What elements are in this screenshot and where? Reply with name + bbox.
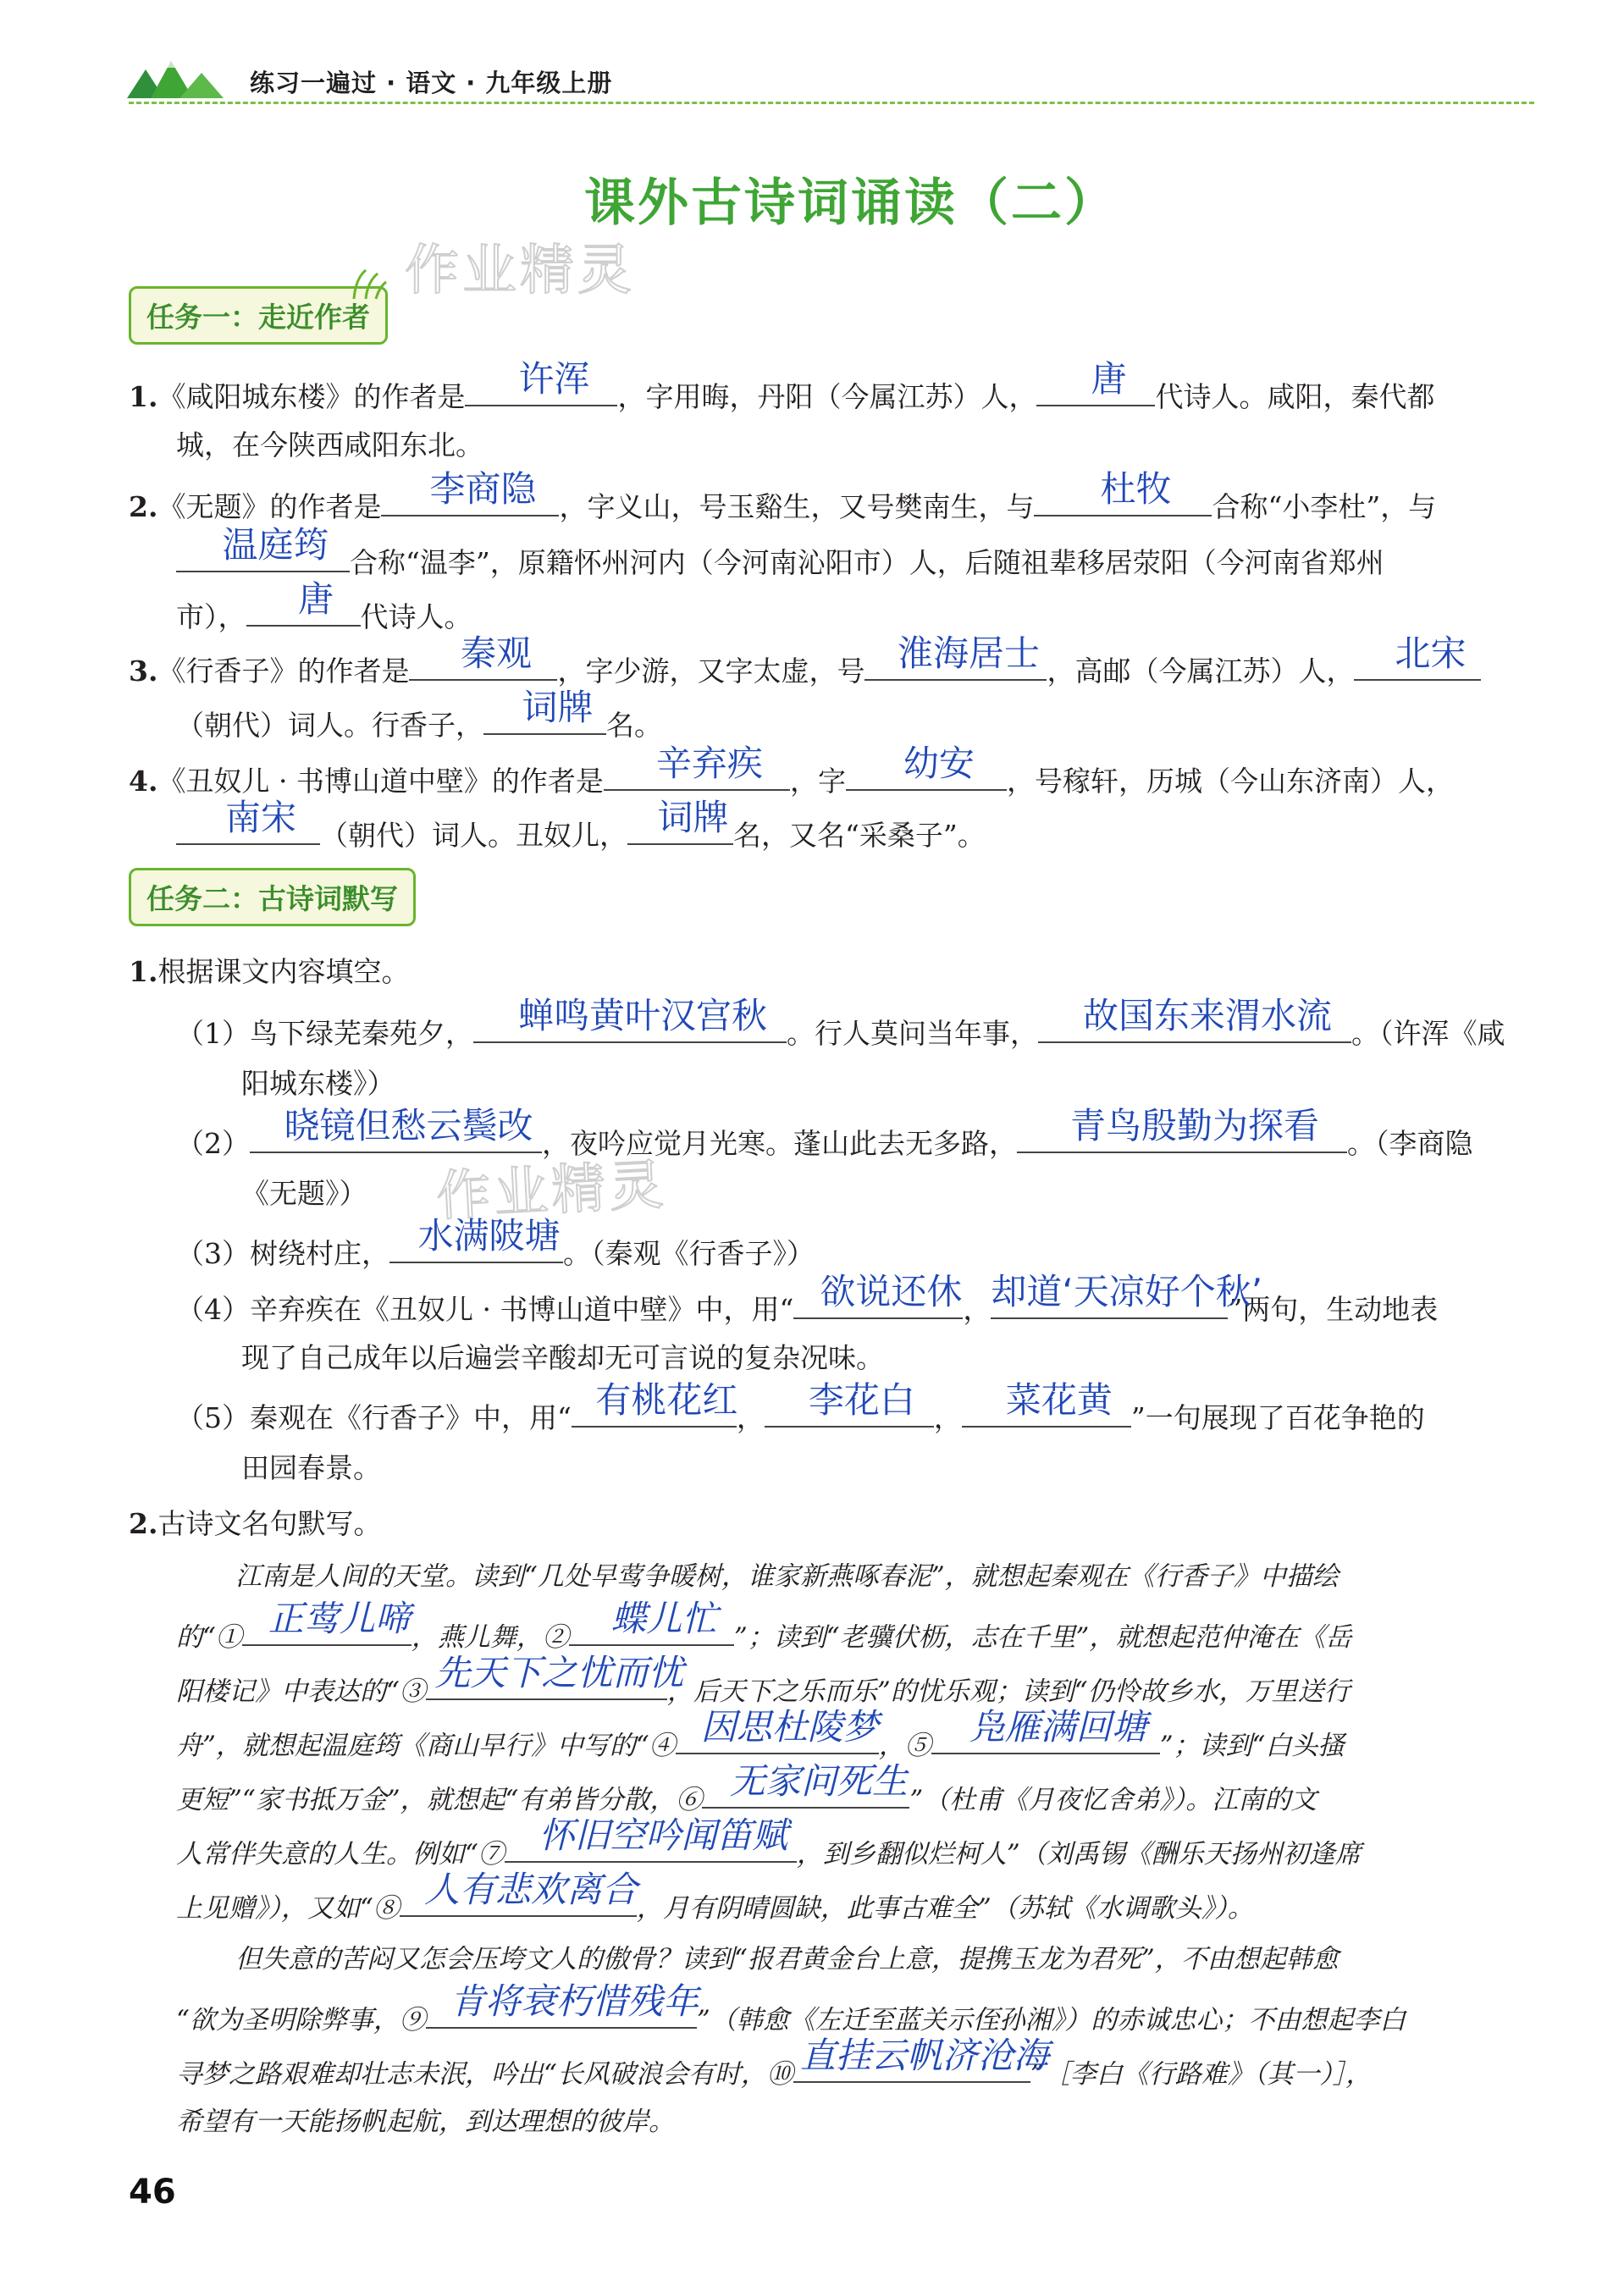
answer-blank[interactable]: 人有悲欢离合 xyxy=(400,1883,637,1917)
task2-label: 任务二：古诗词默写 xyxy=(129,868,416,926)
para1-line2: 的“① 正莺儿啼 ，燕儿舞，② 蝶儿忙 ”；读到“老骥伏枥，志在千里”，就想起范仲淹在《岳 xyxy=(176,1598,1352,1653)
answer-blank[interactable]: 李花白 xyxy=(765,1394,934,1428)
answer-blank[interactable]: 有桃花红 xyxy=(572,1394,737,1428)
para2-line3: 寻梦之路艰难却壮志未泯，吟出“长风破浪会有时，⑩ 直挂云帆济沧海 ”［李白《行路难》（其一）］， xyxy=(176,2035,1373,2090)
mountain-logo-icon xyxy=(127,58,229,103)
question-number: 1. xyxy=(129,380,158,413)
answer-blank[interactable]: 温庭筠 xyxy=(176,538,350,572)
answer-blank[interactable]: 无家问死生 xyxy=(702,1775,909,1809)
answer-blank[interactable]: 因思杜陵梦 xyxy=(676,1720,879,1754)
para2-line4: 希望有一天能扬帆起航，到达理想的彼岸。 xyxy=(176,2107,675,2137)
task2-q1-s3: （3）树绕村庄， 水满陂塘 。（秦观《行香子》） xyxy=(176,1215,815,1270)
answer-blank[interactable]: 正莺儿啼 xyxy=(242,1612,412,1646)
para1-line7: 上见赠》），又如“⑧ 人有悲欢离合 ，月有阴晴圆缺，此事古难全”（苏轼《水调歌头》）。 xyxy=(176,1869,1254,1924)
leaf-decoration-icon xyxy=(347,267,389,304)
answer-blank[interactable]: 故国东来渭水流 xyxy=(1038,1009,1351,1043)
book-title: 练习一遍过 · 语文 · 九年级上册 xyxy=(250,69,613,97)
answer-blank[interactable]: 欲说还休 xyxy=(793,1285,963,1319)
task2-q1-s2-line1: （2） 晓镜但愁云鬓改 ，夜吟应觉月光寒。蓬山此去无多路， 青鸟殷勤为探看 。（李商隐 xyxy=(176,1105,1473,1160)
answer-blank[interactable]: 唐 xyxy=(246,593,361,627)
answer-blank[interactable]: 却道‘天凉好个秋’ xyxy=(991,1285,1228,1319)
para2-line1: 但失意的苦闷又怎会压垮文人的傲骨？读到“报君黄金台上意，提携玉龙为君死”，不由想起韩愈 xyxy=(235,1944,1339,1974)
answer-blank[interactable]: 北宋 xyxy=(1354,647,1481,681)
answer-blank[interactable]: 晓镜但愁云鬓改 xyxy=(250,1119,542,1153)
answer-blank[interactable]: 秦观 xyxy=(409,647,557,681)
para1-line1: 江南是人间的天堂。读到“几处早莺争暖树，谁家新燕啄春泥”，就想起秦观在《行香子》中描绘 xyxy=(235,1561,1339,1592)
answer-blank[interactable]: 菜花黄 xyxy=(962,1394,1131,1428)
answer-blank[interactable]: 辛弃疾 xyxy=(604,757,790,791)
answer-blank[interactable]: 幼安 xyxy=(846,757,1007,791)
task1-q3-line2: （朝代）词人。行香子， 词牌 名。 xyxy=(176,687,662,742)
answer-blank[interactable]: 南宋 xyxy=(176,811,320,845)
answer-blank[interactable]: 唐 xyxy=(1036,373,1155,406)
answer-blank[interactable]: 水满陂塘 xyxy=(389,1229,563,1263)
answer-blank[interactable]: 蝉鸣黄叶汉宫秋 xyxy=(473,1009,787,1043)
answer-blank[interactable]: 蝶儿忙 xyxy=(569,1612,734,1646)
para1-line6: 人常伴失意的人生。例如“⑦ 怀旧空吟闻笛赋 ，到乡翻似烂柯人”（刘禹锡《酬乐天扬州初逢席 xyxy=(176,1814,1362,1870)
task2-q1-s5-line1: （5）秦观在《行香子》中，用“ 有桃花红 ， 李花白 ， 菜花黄 ”一句展现了百花争艳的 xyxy=(176,1379,1425,1434)
header-divider xyxy=(129,102,1534,104)
task1-label: 任务一：走近作者 xyxy=(129,286,388,345)
task2-q1-s1-line1: （1）鸟下绿芜秦苑夕， 蝉鸣黄叶汉宫秋 。行人莫问当年事， 故国东来渭水流 。（许浑《咸 xyxy=(176,995,1505,1050)
answer-blank[interactable]: 青鸟殷勤为探看 xyxy=(1017,1119,1347,1153)
task1-q2-line1: 2.《无题》的作者是 李商隐 ，字义山，号玉谿生，又号樊南生，与 杜牧 合称“小李杜”，与 xyxy=(129,468,1437,523)
answer-blank[interactable]: 杜牧 xyxy=(1034,483,1212,516)
task1-q4-line1: 4.《丑奴儿 · 书博山道中壁》的作者是 辛弃疾 ，字 幼安 ，号稼轩，历城（今山东济南）人， xyxy=(129,743,1454,798)
answer-blank[interactable]: 许浑 xyxy=(465,373,617,406)
task2-q1-s5-line2: 田园春景。 xyxy=(241,1451,381,1484)
task2-q1-s4-line1: （4）辛弃疾在《丑奴儿 · 书博山道中壁》中，用“ 欲说还休 ， 却道‘天凉好个秋’ ”两句，生动地表 xyxy=(176,1271,1439,1326)
answer-blank[interactable]: 怀旧空吟闻笛赋 xyxy=(505,1829,797,1863)
task1-q2-line3: 市）， 唐 代诗人。 xyxy=(176,578,472,633)
task1-q1-line1: 1.《咸阳城东楼》的作者是 许浑 ，字用晦，丹阳（今属江苏）人， 唐 代诗人。咸阳，秦代都 xyxy=(129,358,1435,413)
answer-blank[interactable]: 李商隐 xyxy=(381,483,559,516)
answer-blank[interactable]: 淮海居士 xyxy=(864,647,1047,681)
para1-line4: 舟”，就想起温庭筠《商山早行》中写的“④ 因思杜陵梦 ，⑤ 凫雁满回塘 ”；读到“白头搔 xyxy=(176,1706,1345,1761)
answer-blank[interactable]: 词牌 xyxy=(627,811,733,845)
answer-blank[interactable]: 凫雁满回塘 xyxy=(931,1720,1160,1754)
para1-line3: 阳楼记》中表达的“③ 先天下之忧而忧 ，后天下之乐而乐”的忧乐观；读到“仍怜故乡水，万里送行 xyxy=(176,1652,1351,1707)
task1-q1-line2: 城，在今陕西咸阳东北。 xyxy=(176,428,483,461)
task1-q4-line2: 南宋 （朝代）词人。丑奴儿， 词牌 名，又名“采桑子”。 xyxy=(176,811,986,854)
watermark: 作业精灵 xyxy=(405,240,635,302)
answer-blank[interactable]: 肯将衰朽惜残年 xyxy=(426,1995,697,2029)
page-number: 46 xyxy=(129,2173,176,2212)
para2-line2: “欲为圣明除弊事，⑨ 肯将衰朽惜残年 ”（韩愈《左迁至蓝关示侄孙湘》）的赤诚忠心；不由想起李白 xyxy=(176,1980,1406,2035)
task1-q2-line2: 温庭筠 合称“温李”，原籍怀州河内（今河南沁阳市）人，后随祖辈移居荥阳（今河南省郑州 xyxy=(176,538,1384,582)
answer-blank[interactable]: 直挂云帆济沧海 xyxy=(793,2049,1030,2083)
answer-blank[interactable]: 词牌 xyxy=(483,701,606,735)
para1-line5: 更短”“家书抵万金”，就想起“有弟皆分散，⑥ 无家问死生 ”（杜甫《月夜忆舍弟》）。江南的文 xyxy=(176,1760,1317,1815)
task1-q3-line1: 3.《行香子》的作者是 秦观 ，字少游，又字太虚，号 淮海居士 ，高邮（今属江苏）人， 北宋 xyxy=(129,647,1481,690)
task2-q1-s4-line2: 现了自己成年以后遍尝辛酸却无可言说的复杂况味。 xyxy=(241,1341,884,1374)
watermark: 作业精灵 xyxy=(434,1153,669,1229)
answer-blank[interactable]: 先天下之忧而忧 xyxy=(426,1666,667,1700)
task2-q1-s1-line2: 阳城东楼》） xyxy=(241,1067,395,1100)
page-title: 课外古诗词诵读（二） xyxy=(584,174,1118,233)
task2-q1-intro: 1.根据课文内容填空。 xyxy=(129,955,410,988)
task2-q2-intro: 2.古诗文名句默写。 xyxy=(129,1507,382,1540)
task2-q1-s2-line2: 《无题》） xyxy=(241,1177,367,1210)
